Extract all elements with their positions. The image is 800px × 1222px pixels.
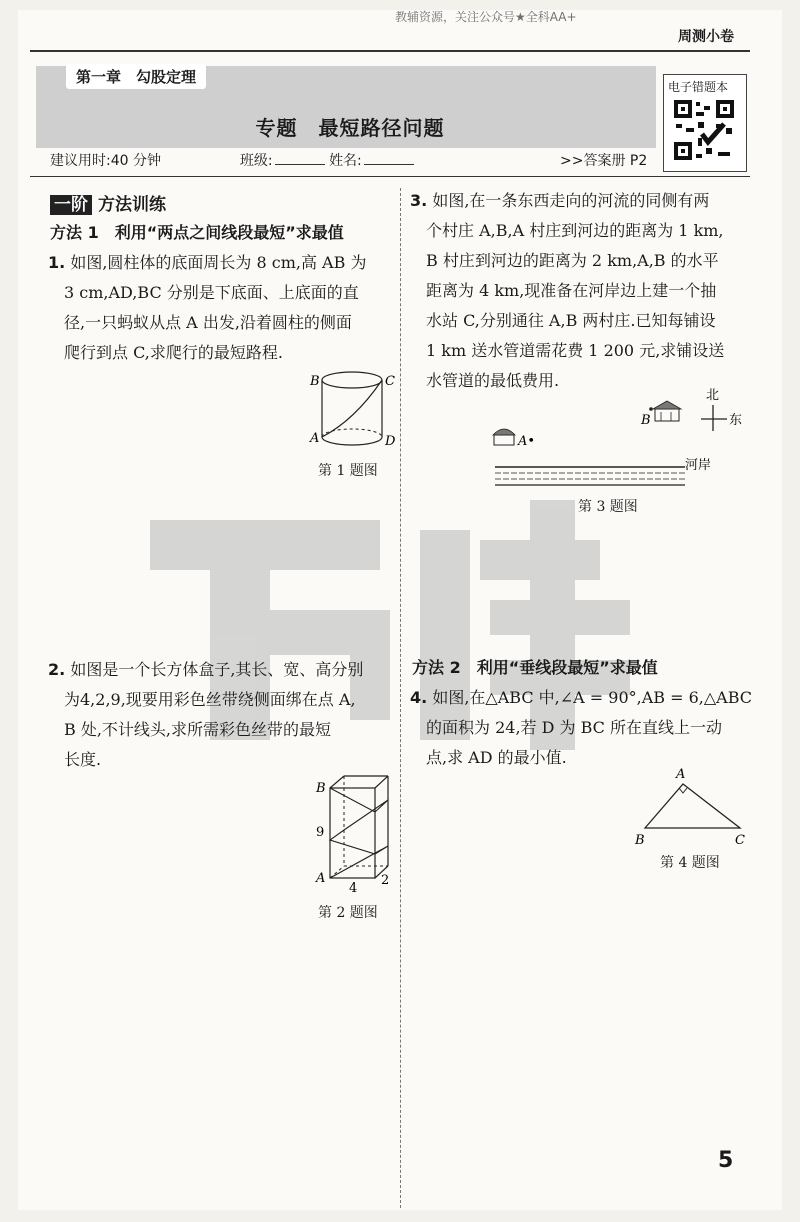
fig1-label-B: B — [310, 374, 320, 389]
question-4 — [410, 683, 755, 773]
question-1-line: 如图,圆柱体的底面周长为 8 cm,高 AB 为 — [70, 253, 367, 272]
series-label: 周测小卷 — [678, 29, 734, 45]
figure-3-caption: 第 3 题图 — [578, 499, 638, 515]
compass-north: 北 — [706, 388, 720, 403]
question-2-line: 如图是一个长方体盒子,其长、宽、高分别 — [70, 660, 364, 679]
question-2 — [48, 655, 393, 775]
name-field[interactable] — [364, 164, 414, 165]
fig4-label-B: B — [635, 833, 645, 848]
question-2-line: 长度. — [64, 750, 102, 769]
figure-1-cylinder — [305, 365, 400, 455]
chapter-label: 第一章 勾股定理 — [66, 64, 206, 89]
question-1-line: 爬行到点 C,求爬行的最短路程. — [64, 343, 283, 362]
qr-code-icon[interactable] — [672, 98, 736, 162]
question-3-line: B 村庄到河边的距离为 2 km,A,B 的水平 — [426, 251, 719, 270]
page-number: 5 — [718, 1148, 734, 1173]
fig3-label-river: 河岸 — [685, 458, 712, 473]
figure-4-caption: 第 4 题图 — [660, 855, 720, 871]
fig2-label-length: 4 — [349, 881, 358, 895]
top-rule — [30, 50, 750, 52]
question-4-line: 的面积为 24,若 D 为 BC 所在直线上一动 — [426, 718, 723, 737]
village-b-icon — [653, 401, 681, 421]
question-3-line: 距离为 4 km,现准备在河岸边上建一个抽 — [426, 281, 717, 300]
fig1-label-D: D — [385, 434, 396, 449]
fig1-label-C: C — [385, 374, 395, 389]
figure-2-box — [310, 770, 400, 895]
question-1 — [48, 248, 393, 368]
figure-4-triangle — [625, 766, 755, 850]
question-1-number: 1. — [48, 253, 66, 272]
question-3-line: 水管道的最低费用. — [426, 371, 560, 390]
fig4-label-C: C — [735, 833, 745, 848]
question-3-line: 如图,在一条东西走向的河流的同侧有两 — [432, 191, 710, 210]
fig3-label-A: A• — [518, 434, 536, 449]
fig1-label-A: A — [310, 431, 320, 446]
figure-3-river-map — [485, 385, 755, 495]
village-a-icon — [493, 429, 515, 445]
fig4-label-A: A — [676, 767, 686, 782]
section-heading — [50, 190, 166, 215]
section-title: 方法训练 — [98, 195, 166, 215]
suggested-time: 建议用时:40 分钟 — [50, 153, 161, 169]
section-rule — [30, 176, 750, 177]
figure-1-caption: 第 1 题图 — [318, 463, 378, 479]
question-3-line: 水站 C,分别通往 A,B 两村庄.已知每铺设 — [426, 311, 716, 330]
compass-east: 东 — [729, 413, 743, 428]
method-2-heading: 方法 2 利用“垂线段最短”求最值 — [412, 658, 658, 677]
section-tag: 一阶 — [50, 195, 92, 215]
answer-reference: >>答案册 P2 — [560, 153, 648, 169]
fig2-label-B: B — [316, 781, 326, 796]
figure-2-caption: 第 2 题图 — [318, 905, 378, 921]
name-label: 姓名: — [329, 153, 362, 169]
question-4-number: 4. — [410, 688, 428, 707]
class-label: 班级: — [239, 153, 273, 169]
class-field[interactable] — [275, 164, 325, 165]
fig2-label-A: A — [316, 871, 326, 886]
question-3-line: 1 km 送水管道需花费 1 200 元,求铺设送 — [426, 341, 725, 360]
method-1-heading: 方法 1 利用“两点之间线段最短”求最值 — [50, 223, 344, 242]
fig2-label-width: 2 — [381, 873, 390, 888]
question-4-line: 点,求 AD 的最小值. — [426, 748, 567, 767]
question-1-line: 径,一只蚂蚁从点 A 出发,沿着圆柱的侧面 — [64, 313, 352, 332]
question-2-line: B 处,不计线头,求所需彩色丝带的最短 — [64, 720, 332, 739]
question-2-number: 2. — [48, 660, 66, 679]
question-3-line: 个村庄 A,B,A 村庄到河边的距离为 1 km, — [426, 221, 724, 240]
top-note: 教辅资源，关注公众号★全科AA+ — [395, 10, 577, 24]
fig3-label-B: B — [641, 413, 651, 428]
page-title: 专题 最短路径问题 — [255, 116, 445, 140]
question-3 — [410, 186, 755, 396]
qr-label: 电子错题本 — [668, 80, 729, 94]
question-1-line: 3 cm,AD,BC 分别是下底面、上底面的直 — [64, 283, 359, 302]
question-4-line: 如图,在△ABC 中,∠A = 90°,AB = 6,△ABC — [432, 688, 753, 707]
fig2-label-height: 9 — [316, 825, 325, 840]
question-3-number: 3. — [410, 191, 428, 210]
question-2-line: 为4,2,9,现要用彩色丝带绕侧面绑在点 A, — [64, 690, 356, 709]
meta-row — [50, 150, 414, 170]
